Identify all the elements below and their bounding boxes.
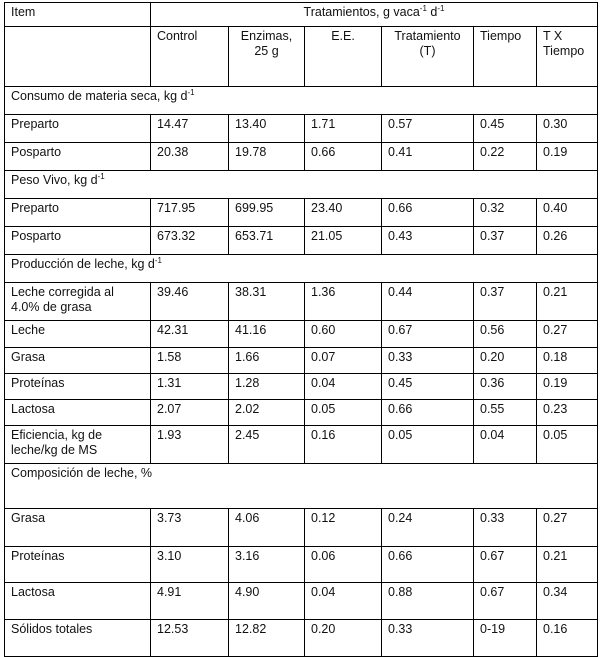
table-cell: 0.37 <box>474 227 537 255</box>
table-cell: 0.04 <box>305 583 382 620</box>
table-cell: 0.55 <box>474 400 537 426</box>
table-cell: 673.32 <box>151 227 229 255</box>
table-cell: 0.19 <box>537 374 598 400</box>
table-cell: 1.93 <box>151 426 229 464</box>
table-cell: 0.36 <box>474 374 537 400</box>
table-cell: 0.04 <box>305 374 382 400</box>
table-cell: 23.40 <box>305 199 382 227</box>
row-label: Proteínas <box>5 374 151 400</box>
table-cell: 0.05 <box>382 426 474 464</box>
item-header: Item <box>5 3 151 27</box>
table-cell: 1.28 <box>229 374 305 400</box>
table-cell: 0.27 <box>537 321 598 348</box>
table-cell: 3.10 <box>151 547 229 583</box>
table-cell: 0.67 <box>382 321 474 348</box>
row-label: Lactosa <box>5 400 151 426</box>
table-cell: 0.66 <box>382 199 474 227</box>
table-cell: 0.56 <box>474 321 537 348</box>
table-cell: 0.06 <box>305 547 382 583</box>
table-cell: 4.06 <box>229 509 305 547</box>
table-cell: 2.02 <box>229 400 305 426</box>
table-cell: 0.18 <box>537 348 598 374</box>
table-cell: 0-19 <box>474 620 537 657</box>
table-cell: 19.78 <box>229 143 305 171</box>
table-cell: 0.26 <box>537 227 598 255</box>
header-row-columns <box>5 27 598 87</box>
table-cell: 3.73 <box>151 509 229 547</box>
table-cell: 0.33 <box>474 509 537 547</box>
table-row <box>5 620 598 657</box>
table-cell: 0.67 <box>474 547 537 583</box>
table-cell: 0.24 <box>382 509 474 547</box>
section-title: Producción de leche, kg $d^{-1}$ <box>5 255 598 283</box>
treatments-group-header: Tratamientos, g vaca$^{-1}$ $d^{-1}$ <box>151 3 598 27</box>
results-table <box>4 2 598 657</box>
table-cell: 39.46 <box>151 283 229 321</box>
table-cell: 1.58 <box>151 348 229 374</box>
table-cell: 0.44 <box>382 283 474 321</box>
table-row <box>5 547 598 583</box>
section-row <box>5 87 598 115</box>
table-cell: 717.95 <box>151 199 229 227</box>
table-cell: 0.30 <box>537 115 598 143</box>
table-cell: 653.71 <box>229 227 305 255</box>
table-cell: 0.45 <box>474 115 537 143</box>
row-label: Sólidos totales <box>5 620 151 657</box>
table-cell: 41.16 <box>229 321 305 348</box>
table-row <box>5 199 598 227</box>
table-cell: 0.19 <box>537 143 598 171</box>
table-cell: 0.21 <box>537 547 598 583</box>
table-row <box>5 143 598 171</box>
table-cell: 0.57 <box>382 115 474 143</box>
table-cell: 1.36 <box>305 283 382 321</box>
table-cell: 0.60 <box>305 321 382 348</box>
table-cell: 3.16 <box>229 547 305 583</box>
table-cell: 0.33 <box>382 348 474 374</box>
table-cell: 2.45 <box>229 426 305 464</box>
table-cell: 21.05 <box>305 227 382 255</box>
table-row <box>5 115 598 143</box>
table-cell: 0.05 <box>537 426 598 464</box>
table-cell: 0.27 <box>537 509 598 547</box>
table-row <box>5 283 598 321</box>
table-cell: 0.23 <box>537 400 598 426</box>
column-header: Tratamiento (T) <box>382 27 474 87</box>
section-row <box>5 464 598 509</box>
table-cell: 12.82 <box>229 620 305 657</box>
table-cell: 0.40 <box>537 199 598 227</box>
table-cell: 0.04 <box>474 426 537 464</box>
table-cell: 0.66 <box>382 400 474 426</box>
row-label: Leche corregida al 4.0% de grasa <box>5 283 151 321</box>
table-cell: 4.91 <box>151 583 229 620</box>
row-label: Posparto <box>5 227 151 255</box>
table-row <box>5 374 598 400</box>
table-cell: 699.95 <box>229 199 305 227</box>
table-row <box>5 583 598 620</box>
table-row <box>5 348 598 374</box>
table-cell: 0.67 <box>474 583 537 620</box>
row-label: Posparto <box>5 143 151 171</box>
table-cell: 0.20 <box>474 348 537 374</box>
column-header: Enzimas, 25 g <box>229 27 305 87</box>
section-title: Peso Vivo, kg $d^{-1}$ <box>5 171 598 199</box>
table-cell: 0.66 <box>305 143 382 171</box>
table-row <box>5 509 598 547</box>
table-cell: 1.71 <box>305 115 382 143</box>
table-cell: 0.41 <box>382 143 474 171</box>
table-cell: 0.16 <box>305 426 382 464</box>
table-cell: 0.16 <box>537 620 598 657</box>
table-cell: 1.66 <box>229 348 305 374</box>
table-cell: 42.31 <box>151 321 229 348</box>
table-cell: 0.22 <box>474 143 537 171</box>
table-cell: 0.88 <box>382 583 474 620</box>
table-cell: 0.07 <box>305 348 382 374</box>
table-cell: 0.45 <box>382 374 474 400</box>
table-row <box>5 426 598 464</box>
column-header: Tiempo <box>474 27 537 87</box>
table-cell: 38.31 <box>229 283 305 321</box>
table-cell: 13.40 <box>229 115 305 143</box>
table-cell: 20.38 <box>151 143 229 171</box>
table-cell: 12.53 <box>151 620 229 657</box>
table-row <box>5 227 598 255</box>
table-cell: 0.43 <box>382 227 474 255</box>
row-label: Lactosa <box>5 583 151 620</box>
table-cell: 0.37 <box>474 283 537 321</box>
row-label: Grasa <box>5 509 151 547</box>
table-cell: 4.90 <box>229 583 305 620</box>
row-label: Proteínas <box>5 547 151 583</box>
row-label: Preparto <box>5 115 151 143</box>
row-label: Eficiencia, kg de leche/kg de MS <box>5 426 151 464</box>
table-cell: 0.66 <box>382 547 474 583</box>
table-cell: 0.33 <box>382 620 474 657</box>
table-cell: 0.34 <box>537 583 598 620</box>
section-title: Consumo de materia seca, kg $d^{-1}$ <box>5 87 598 115</box>
table-row <box>5 400 598 426</box>
row-label: Leche <box>5 321 151 348</box>
column-header: E.E. <box>305 27 382 87</box>
item-header-blank <box>5 27 151 87</box>
row-label: Grasa <box>5 348 151 374</box>
table-cell: 0.05 <box>305 400 382 426</box>
table-row <box>5 321 598 348</box>
header-row-top <box>5 3 598 27</box>
column-header: T X Tiempo <box>537 27 598 87</box>
section-row <box>5 255 598 283</box>
section-title: Composición de leche, % <box>5 464 598 509</box>
row-label: Preparto <box>5 199 151 227</box>
table-cell: 0.21 <box>537 283 598 321</box>
table-cell: 0.20 <box>305 620 382 657</box>
table-cell: 0.12 <box>305 509 382 547</box>
table-cell: 14.47 <box>151 115 229 143</box>
table-cell: 0.32 <box>474 199 537 227</box>
column-header: Control <box>151 27 229 87</box>
table-cell: 1.31 <box>151 374 229 400</box>
table-cell: 2.07 <box>151 400 229 426</box>
section-row <box>5 171 598 199</box>
